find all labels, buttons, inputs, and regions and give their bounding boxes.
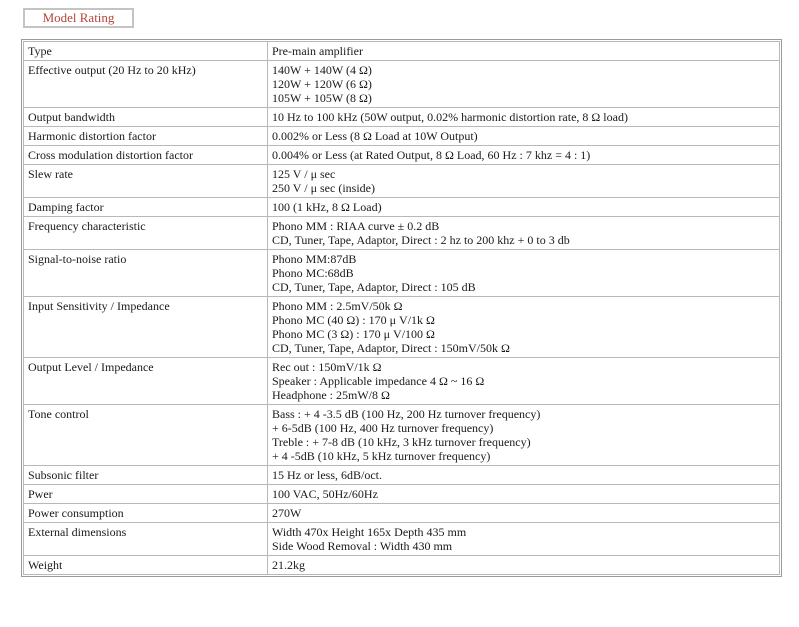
spec-label: Power consumption — [24, 504, 268, 523]
spec-value-line: 15 Hz or less, 6dB/oct. — [272, 468, 382, 482]
spec-table-body — [24, 42, 780, 575]
spec-row — [24, 61, 780, 108]
spec-label: Harmonic distortion factor — [24, 127, 268, 146]
spec-value — [268, 198, 780, 217]
spec-label: Pwer — [24, 485, 268, 504]
spec-value — [268, 250, 780, 297]
spec-label: Effective output (20 Hz to 20 kHz) — [24, 61, 268, 108]
spec-value-line: 0.004% or Less (at Rated Output, 8 Ω Load, 60 Hz : 7 khz = 4 : 1) — [272, 148, 591, 162]
model-rating-tab[interactable] — [23, 8, 134, 28]
spec-value-line: 10 Hz to 100 kHz (50W output, 0.02% harmonic distortion rate, 8 Ω load) — [272, 110, 628, 124]
spec-value — [268, 523, 780, 556]
spec-label: Frequency characteristic — [24, 217, 268, 250]
spec-label: Subsonic filter — [24, 466, 268, 485]
spec-value-line: Pre-main amplifier — [272, 44, 363, 58]
spec-value-line: 140W + 140W (4 Ω) — [272, 63, 372, 77]
spec-label: External dimensions — [24, 523, 268, 556]
spec-row — [24, 127, 780, 146]
spec-value — [268, 42, 780, 61]
spec-value — [268, 165, 780, 198]
spec-value-line: Phono MC (3 Ω) : 170 μ V/100 Ω — [272, 327, 435, 341]
spec-label: Slew rate — [24, 165, 268, 198]
spec-value-line: Phono MC (40 Ω) : 170 μ V/1k Ω — [272, 313, 435, 327]
spec-row — [24, 556, 780, 575]
spec-label: Output bandwidth — [24, 108, 268, 127]
spec-value — [268, 405, 780, 466]
spec-row — [24, 217, 780, 250]
spec-value-line: CD, Tuner, Tape, Adaptor, Direct : 150mV/50k Ω — [272, 341, 510, 355]
spec-value-line: + 6-5dB (100 Hz, 400 Hz turnover frequency) — [272, 421, 494, 435]
spec-row — [24, 466, 780, 485]
spec-value-line: Rec out : 150mV/1k Ω — [272, 360, 382, 374]
spec-value — [268, 358, 780, 405]
spec-label: Output Level / Impedance — [24, 358, 268, 405]
spec-row — [24, 523, 780, 556]
spec-value-line: Phono MM : RIAA curve ± 0.2 dB — [272, 219, 440, 233]
spec-row — [24, 485, 780, 504]
spec-label: Signal-to-noise ratio — [24, 250, 268, 297]
spec-value — [268, 485, 780, 504]
spec-row — [24, 358, 780, 405]
spec-row — [24, 42, 780, 61]
spec-value-line: + 4 -5dB (10 kHz, 5 kHz turnover frequency) — [272, 449, 491, 463]
spec-table — [23, 41, 780, 575]
spec-row — [24, 250, 780, 297]
spec-value — [268, 127, 780, 146]
spec-value-line: 125 V / μ sec — [272, 167, 336, 181]
spec-value-line: Headphone : 25mW/8 Ω — [272, 388, 390, 402]
spec-value-line: Treble : + 7-8 dB (10 kHz, 3 kHz turnover frequency) — [272, 435, 531, 449]
spec-row — [24, 504, 780, 523]
spec-row — [24, 198, 780, 217]
spec-value-line: 250 V / μ sec (inside) — [272, 181, 375, 195]
spec-value-line: 0.002% or Less (8 Ω Load at 10W Output) — [272, 129, 478, 143]
spec-value — [268, 146, 780, 165]
spec-value-line: 120W + 120W (6 Ω) — [272, 77, 372, 91]
spec-value — [268, 217, 780, 250]
spec-value-line: CD, Tuner, Tape, Adaptor, Direct : 105 dB — [272, 280, 476, 294]
spec-value — [268, 504, 780, 523]
spec-value — [268, 556, 780, 575]
spec-value-line: Side Wood Removal : Width 430 mm — [272, 539, 453, 553]
spec-row — [24, 146, 780, 165]
spec-label: Weight — [24, 556, 268, 575]
spec-value-line: 105W + 105W (8 Ω) — [272, 91, 372, 105]
spec-row — [24, 108, 780, 127]
spec-value-line: 21.2kg — [272, 558, 305, 572]
spec-value — [268, 297, 780, 358]
spec-value-line: CD, Tuner, Tape, Adaptor, Direct : 2 hz to 200 khz + 0 to 3 db — [272, 233, 570, 247]
spec-value — [268, 466, 780, 485]
spec-value-line: Phono MC:68dB — [272, 266, 354, 280]
spec-value — [268, 108, 780, 127]
spec-label: Cross modulation distortion factor — [24, 146, 268, 165]
spec-value-line: Width 470x Height 165x Depth 435 mm — [272, 525, 467, 539]
spec-value-line: 100 VAC, 50Hz/60Hz — [272, 487, 378, 501]
spec-value — [268, 61, 780, 108]
spec-value-line: Phono MM : 2.5mV/50k Ω — [272, 299, 403, 313]
spec-row — [24, 165, 780, 198]
spec-value-line: 100 (1 kHz, 8 Ω Load) — [272, 200, 382, 214]
model-rating-tab-label: Model Rating — [42, 10, 115, 25]
spec-row — [24, 297, 780, 358]
spec-value-line: Speaker : Applicable impedance 4 Ω ~ 16 Ω — [272, 374, 485, 388]
spec-label: Input Sensitivity / Impedance — [24, 297, 268, 358]
spec-value-line: Bass : + 4 -3.5 dB (100 Hz, 200 Hz turnover frequency) — [272, 407, 541, 421]
spec-label: Damping factor — [24, 198, 268, 217]
spec-row — [24, 405, 780, 466]
spec-value-line: 270W — [272, 506, 302, 520]
spec-value-line: Phono MM:87dB — [272, 252, 357, 266]
spec-label: Type — [24, 42, 268, 61]
spec-label: Tone control — [24, 405, 268, 466]
